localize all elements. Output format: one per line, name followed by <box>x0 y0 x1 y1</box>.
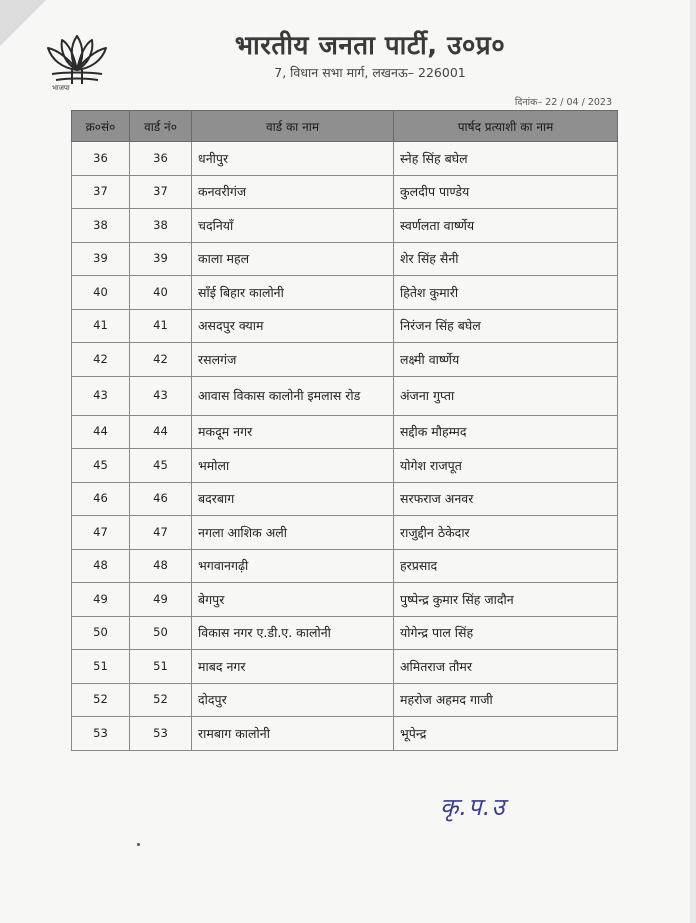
logo-caption: भाजपा <box>52 84 70 92</box>
table-row <box>72 516 618 550</box>
table-row <box>72 343 618 377</box>
candidate-cell: शेर सिंह सैनी <box>394 242 618 276</box>
candidate-cell: महरोज अहमद गाजी <box>394 683 618 717</box>
candidate-cell: सद्दीक मौहम्मद <box>394 415 618 449</box>
ward-no-cell: 52 <box>130 683 192 717</box>
serial-cell: 41 <box>72 309 130 343</box>
table-row <box>72 683 618 717</box>
ward-name-cell: काला महल <box>192 242 394 276</box>
column-header-ward-no: वार्ड नं० <box>130 111 192 142</box>
serial-cell: 53 <box>72 717 130 751</box>
table-row <box>72 583 618 617</box>
party-name: भारतीय जनता पार्टी, उ०प्र० <box>234 31 506 61</box>
ward-no-cell: 42 <box>130 343 192 377</box>
table-row <box>72 276 618 310</box>
candidate-cell: योगेन्द्र पाल सिंह <box>394 616 618 650</box>
ward-candidate-table <box>71 110 618 751</box>
serial-cell: 52 <box>72 683 130 717</box>
table-row <box>72 242 618 276</box>
ward-name-cell: विकास नगर ए.डी.ए. कालोनी <box>192 616 394 650</box>
table-row <box>72 650 618 684</box>
table-row <box>72 376 618 415</box>
table-row <box>72 209 618 243</box>
candidate-cell: राजुद्दीन ठेकेदार <box>394 516 618 550</box>
candidate-cell: स्वर्णलता वार्ष्णेय <box>394 209 618 243</box>
ward-no-cell: 46 <box>130 482 192 516</box>
candidate-cell: योगेश राजपूत <box>394 449 618 483</box>
ward-no-cell: 47 <box>130 516 192 550</box>
ward-name-cell: असदपुर क्याम <box>192 309 394 343</box>
table-row <box>72 309 618 343</box>
serial-cell: 42 <box>72 343 130 377</box>
lotus-logo-icon <box>44 30 110 92</box>
ward-no-cell: 39 <box>130 242 192 276</box>
ward-name-cell: बदरबाग <box>192 482 394 516</box>
ward-name-cell: दोदपुर <box>192 683 394 717</box>
candidate-cell: हरप्रसाद <box>394 549 618 583</box>
serial-cell: 43 <box>72 376 130 415</box>
candidate-cell: अंजना गुप्ता <box>394 376 618 415</box>
serial-cell: 40 <box>72 276 130 310</box>
handwritten-note: कृ.प.उ <box>440 793 506 821</box>
ward-name-cell: चदनियाँ <box>192 209 394 243</box>
serial-cell: 49 <box>72 583 130 617</box>
document-date: दिनांक– 22 / 04 / 2023 <box>514 97 612 108</box>
ward-no-cell: 43 <box>130 376 192 415</box>
candidate-cell: अमितराज तौमर <box>394 650 618 684</box>
ward-name-cell: भगवानगढ़ी <box>192 549 394 583</box>
ward-no-cell: 40 <box>130 276 192 310</box>
ward-no-cell: 38 <box>130 209 192 243</box>
serial-cell: 38 <box>72 209 130 243</box>
ward-name-cell: रामबाग कालोनी <box>192 717 394 751</box>
ward-no-cell: 36 <box>130 142 192 176</box>
candidate-cell: भूपेन्द्र <box>394 717 618 751</box>
candidate-cell: पुष्पेन्द्र कुमार सिंह जादौन <box>394 583 618 617</box>
ward-name-cell: बेगपुर <box>192 583 394 617</box>
candidate-cell: लक्ष्मी वार्ष्णेय <box>394 343 618 377</box>
candidate-cell: स्नेह सिंह बघेल <box>394 142 618 176</box>
party-address: 7, विधान सभा मार्ग, लखनऊ– 226001 <box>274 65 466 80</box>
ward-name-cell: धनीपुर <box>192 142 394 176</box>
candidate-cell: सरफराज अनवर <box>394 482 618 516</box>
ward-no-cell: 51 <box>130 650 192 684</box>
ward-no-cell: 45 <box>130 449 192 483</box>
table-row <box>72 415 618 449</box>
column-header-candidate: पार्षद प्रत्याशी का नाम <box>394 111 618 142</box>
candidate-cell: हितेश कुमारी <box>394 276 618 310</box>
serial-cell: 44 <box>72 415 130 449</box>
serial-cell: 45 <box>72 449 130 483</box>
table-row <box>72 616 618 650</box>
table-header-row <box>72 111 618 142</box>
table-row <box>72 717 618 751</box>
column-header-ward-name: वार्ड का नाम <box>192 111 394 142</box>
serial-cell: 46 <box>72 482 130 516</box>
ward-name-cell: मकदूम नगर <box>192 415 394 449</box>
serial-cell: 47 <box>72 516 130 550</box>
ward-no-cell: 44 <box>130 415 192 449</box>
serial-cell: 48 <box>72 549 130 583</box>
serial-cell: 51 <box>72 650 130 684</box>
table-row <box>72 482 618 516</box>
page-fold <box>0 0 46 46</box>
ward-name-cell: माबद नगर <box>192 650 394 684</box>
ward-no-cell: 41 <box>130 309 192 343</box>
ward-no-cell: 37 <box>130 175 192 209</box>
serial-cell: 37 <box>72 175 130 209</box>
candidate-cell: कुलदीप पाण्डेय <box>394 175 618 209</box>
ward-name-cell: कनवरीगंज <box>192 175 394 209</box>
serial-cell: 39 <box>72 242 130 276</box>
ward-no-cell: 50 <box>130 616 192 650</box>
table-row <box>72 449 618 483</box>
ward-name-cell: रसलगंज <box>192 343 394 377</box>
serial-cell: 36 <box>72 142 130 176</box>
column-header-serial: क्र०सं० <box>72 111 130 142</box>
ink-speck <box>137 843 140 846</box>
candidate-cell: निरंजन सिंह बघेल <box>394 309 618 343</box>
table-row <box>72 175 618 209</box>
ward-name-cell: भमोला <box>192 449 394 483</box>
ward-no-cell: 48 <box>130 549 192 583</box>
ward-no-cell: 49 <box>130 583 192 617</box>
ward-name-cell: आवास विकास कालोनी इमलास रोड <box>192 376 394 415</box>
ward-name-cell: साँई बिहार कालोनी <box>192 276 394 310</box>
table-row <box>72 549 618 583</box>
table-row <box>72 142 618 176</box>
ward-no-cell: 53 <box>130 717 192 751</box>
ward-name-cell: नगला आशिक अली <box>192 516 394 550</box>
serial-cell: 50 <box>72 616 130 650</box>
